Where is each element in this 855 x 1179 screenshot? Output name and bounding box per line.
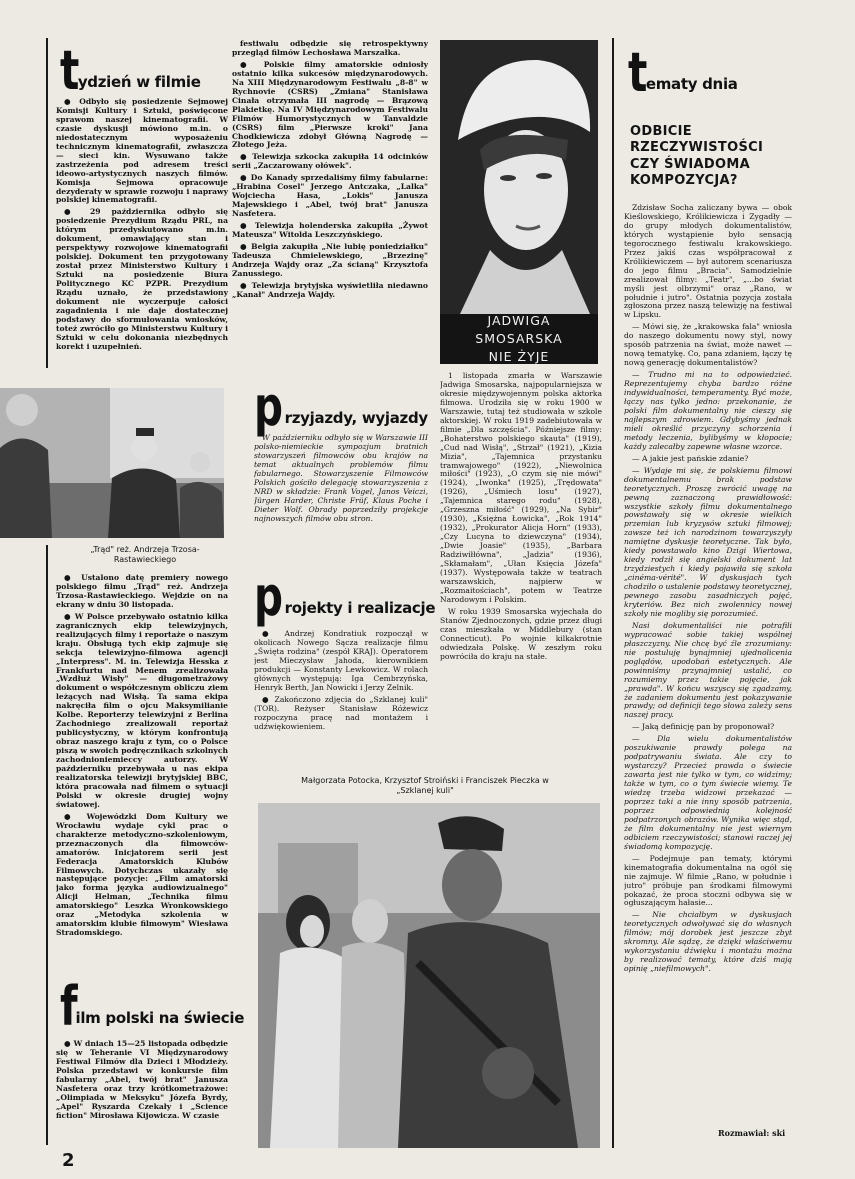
- article-smosarska: 1 listopada zmarła w Warszawie Jadwiga Smosarska, najpopularniejsza w okresie międzywojennym polska aktorka filmowa. Urodziła się w roku 1900 w Warszawie, tutaj też studiowała w szkole aktorskiej. W roku 1919 zadebiutowała w filmie „Dla szczęścia". Późniejsze filmy: „Bohaterstwo polskiego skauta" (1919), „Cud nad Wisłą", „Strzał" (1921), „Kizia Mizia", „Tajemnica przystanku tramwajowego" (1922), „Niewolnica miłości" (1923), „O czym się nie mówi" (1924), „Iwonka" (1925), „Trędowata" (1926), „Uśmiech losu" (1927), „Tajemnica starego rodu" (1928), „Grzeszna miłość" (1929), „Na Sybir" (1930), „Księżna Łowicka", „Rok 1914" (1932), „Prokurator Alicja Horn" (1933), „Czy Lucyna to dziewczyna" (1934), „Dwie Joasie" (1935), „Barbara Radziwiłłówna", „Jadzia" (1936), „Skłamałam", „Ułan Księcia Józefa" (1937). Występowała także w teatrach warszawskich, najpierw w „Rozmaitościach", potem w Teatrze Narodowym i Polskim. W roku 1939 Smosarska wyjechała do Stanów Zjednoczonych, gdzie przez długi czas mieszkała w Middlebury (stan Connecticut). Po wojnie kilkakrotnie odwiedzała Polskę. W zeszłym roku powróciła do kraju na stałe.: [440, 372, 602, 661]
- article-tematy: Zdzisław Socha zaliczany bywa — obok Kieślowskiego, Królikiewicza i Zygadły — do grupy młodych dokumentalistów, których wystąpienie było sensacją tegorocznego festiwalu krakowskiego. Przez jakiś czas współpracował z Królikiewiczem — był autorem scenariusza do jego filmu „Bracia". Samodzielnie zrealizował filmy: „Teatr", „...bo świat myśli jest olbrzymi" oraz „Rano, w południe i jutro". Ostatnia pozycja została zgłoszona przez naszą telewizję na festiwal w Lipsku. — Mówi się, że „krakowska fala" wniosła do naszego dokumentu nowy styl, nowy sposób patrzenia na świat, może nawet — nową tematykę. Co, pana zdaniem, łączy tę nową generację dokumentalistów? — Trudno mi na to odpowiedzieć. Reprezentujemy chyba bardzo różne indywidualności, temperamenty. Być może, łączy nas tylko jedno: przekonanie, że polski film dokumentalny nie cieszy się najlepszym zdrowiem. Gdybyśmy jednak mieli określić przyczyny schorzenia i metody leczenia, bylibyśmy w kłopocie; każdy zalecałby zapewne własne wzorce. — A jakie jest pańskie zdanie? — Wydaje mi się, że polskiemu filmowi dokumentalnemu brak podstaw teoretycznych. Proszę zwrócić uwagę na pewną zaznaczoną prawidłowość: wszystkie szkoły filmu dokumentalnego powstawały się w okresie wielkich przemian lub kryzysów sztuki filmowej; zawsze też ich narodzinom towarzyszyły namiętne dyskusje teoretyczne. Tak było, kiedy powstawało kino Dzigi Wiertowa, kiedy rodził się angielski dokument lat trzydziestych i kiedy pojawiła się szkoła „cinéma-vérité". W dyskusjach tych chodziło o ustalenie podstawy teoretycznej, pewnego zasobu zasadniczych pojęć, kryteriów. Bez nich zwolennicy nowej szkoły nie mogliby się porozumieć. Nasi dokumentaliści nie potrafili wypracować sobie takiej wspólnej płaszczyzny. Nie chcę być źle zrozumiany: nie postuluję bynajmniej ujednolicenia poglądów, upodobań estetycznych. Ale powinniśmy przynajmniej ustalić, co rozumiemy przez takie pojęcie, jak „prawda". W końcu wszyscy się zgadzamy, że zadaniem dokumentu jest pokazywanie prawdy; od definicji tego słowa zależy sens naszej pracy. — Jaką definicję pan by proponował? — Dla wielu dokumentalistów poszukiwanie prawdy polega na podpatrywaniu świata. Ale czy to wystarczy? Przecież prawda o świecie zawarta jest nie tylko w tym, co widzimy; także w tym, co o tym świecie wiemy. Te wiedzę trzeba widzowi przekazać — poprzez taki a nie inny sposób patrzenia, poprzez odpowiednią kolejność podpatrzonych obrazów. Wynika więc stąd, że film dokumentalny nie jest wiernym odbiciem rzeczywistości; stanowi raczej jej świadomą kompozycję. — Podejmuje pan tematy, którymi kinematografia dokumentalna na ogół się nie zajmuje. W filmie „Rano, w południe i jutro" próbuje pan środkami filmowymi pokazać, że proca stoczni odbywa się w ogłuszającym hałasie... — Nie chciałbym w dyskusjach teoretycznych odwoływać się do własnych filmów; mój dorobek jest jeszcze zbyt skromny. Ale sądzę, że dzięki właściwemu wykorzystaniu dźwięku i montażu można by realizować tematy, które dziś mają opinię „niefilmowych".: [624, 204, 792, 974]
- interview-signoff: Rozmawiał: ski: [718, 1128, 786, 1138]
- page-number: 2: [62, 1150, 75, 1171]
- column-rule: [46, 38, 48, 368]
- caption-szklana-kula: Małgorzata Potocka, Krzysztof Stroiński i Franciszek Pieczka w „Szklanej kuli": [301, 776, 549, 795]
- photo-szklana-kula: [258, 803, 600, 1148]
- section-heading-przyjazdy: p rzyjazdy, wyjazdy: [254, 374, 428, 438]
- section-heading-tematy: t ematy dnia: [628, 40, 738, 104]
- column-rule: [612, 38, 614, 1148]
- article-film-polski: ● W dniach 15—25 listopada odbędzie się w Teheranie VI Międzynarodowy Festiwal Filmów dla Dzieci i Młodzieży. Polska przedstawi w konkursie film fabularny „Abel, twój brat" Janusza Nasfetera oraz trzy krótkometrażowe: „Olimpiada w Meksyku" Józefa Byrdy, „Apel" Ryszarda Czekały i „Science fiction" Mirosława Kijowicza. W czasie: [56, 1040, 228, 1120]
- section-heading-film-polski: f ilm polski na świecie: [60, 974, 245, 1038]
- article-tydzien-continued: ● Ustalono datę premiery nowego polskiego filmu „Trąd" reż. Andrzeja Trzosa-Rastawieckiego. Wejdzie on na ekrany w dniu 30 listopada. ● W Polsce przebywało ostatnio kilka zagranicznych ekip telewizyjnych, realizujących filmy i reportaże o naszym kraju. Obsługą tych ekip zajmuje się sekcja telewizyjno-filmowa agencji „Interpress". M. in. Telewizja Hesska z Frankfurtu nad Menem zrealizowała „Wzdłuż Wisły" — długometrażowy dokument o współczesnym obliczu ziem leżących nad Wisłą. Ta sama ekipa nakręciła film o ojcu Maksymilianie Kolbe. Reporterzy telewizyjni z Berlina Zachodniego zrealizowali reportaż publicystyczny, w którym konfrontują obraz naszego kraju z tym, co o Polsce piszą w swoich podręcznikach szkolnych zachodnioniemieccy autorzy. W październiku przebywała u nas ekipa realizatorska telewizji brytyjskiej BBC, która pracowała nad filmem o sytuacji Polski w okresie drugiej wojny światowej. ● Wojewódzki Dom Kultury we Wrocławiu wydaje cykl prac o charakterze metodyczno-szkoleniowym, przeznaczonych dla filmowców-amatorów. Inicjatorem serii jest Federacja Amatorskich Klubów Filmowych. Dotychczas ukazały się następujące pozycje: „Film amatorski jako forma języka audiowizualnego" Alicji Helman, „Technika filmu amatorskiego" Leszka Wronkowskiego oraz „Metodyka szkolenia w amatorskim klubie filmowym" Wiesława Stradomskiego.: [56, 574, 228, 938]
- section-heading-tydzien: t ydzień w filmie: [60, 38, 201, 102]
- article-tydzien: ● Odbyło się posiedzenie Sejmowej Komisji Kultury i Sztuki, poświęcone sprawom naszej kinematografii. W czasie dyskusji mówiono m.in. o niedostatecznym wyposażeniu technicznym kinematografii, zwłaszcza — sieci kin. Wysuwano także zastrzeżenia pod adresem treści ideowo-artystycznych naszych filmów. Komisja Sejmowa opracowuje dezyderaty w sprawie rozwoju i naprawy polskiej kinematografii. ● 29 października odbyło się posiedzenie Prezydium Rządu PRL, na którym przedyskutowano m.in. dokument, omawiający stan i perspektywy rozwojowe kinematografii polskiej. Dokument ten przygotowany został przez Ministerstwo Kultury i Sztuki na posiedzenie Biura Politycznego KC PZPR. Prezydium Rządu uznało, że przedstawiony dokument nie wyczerpuje całości zagadnienia i nie daje dostatecznej podstawy do sformułowania wniosków, toteż zwróciło go Ministerstwu Kultury i Sztuki w celu dokonania niezbędnych korekt i uzupełnień.: [56, 98, 228, 351]
- photo-smosarska: [440, 40, 598, 314]
- photo-trad-illustration: [0, 388, 224, 538]
- article-col2-top: festiwalu odbędzie się retrospektywny przegląd filmów Lechosława Marszałka. ● Polskie filmy amatorskie odniosły ostatnio kilka sukcesów międzynarodowych. Na XIII Międzynarodowym Festiwalu „8-8" w Rychnovie (CSRS) „Zmiana" Stanisława Cinała otrzymała III nagrodę — Brązową Plakietkę. Na IV Międzynarodowym Festiwalu Filmów Humorystycznych w Tanvaldzie (CSRS) film „Pierwsze kroki" Jana Chodkiewicza zdobył Główną Nagrodę — Złotego Jeża. ● Telewizja szkocka zakupiła 14 odcinków serii „Zaczarowany ołówek". ● Do Kanady sprzedaliśmy filmy fabularne: „Hrabina Cosel" Jerzego Antczaka, „Lalka" Wojciecha Hasa, „Lokis" Janusza Majewskiego i „Abel, twój brat" Janusza Nasfetera. ● Telewizja holenderska zakupiła „Żywot Mateusza" Witolda Leszczyńskiego. ● Belgia zakupiła „Nie lubię poniedziałku" Tadeusza Chmielewskiego, „Brzezinę" Andrzeja Wajdy oraz „Za ścianą" Krzysztofa Zanussiego. ● Telewizja brytyjska wyświetliła niedawno „Kanał" Andrzeja Wajdy.: [232, 40, 428, 299]
- article-przyjazdy: W październiku odbyło się w Warszawie III polsko-niemieckie sympozjum bratnich stowarzyszeń filmowców obu krajów na temat aktualnych problemów filmu fabularnego. Stowarzyszenie Filmowców Polskich gościło delegację stowarzyszenia z NRD w składzie: Frank Vogel, Janos Veiczi, Jürgen Harder, Christe Früf, Klaus Poche i Dieter Wolf. Obrady poprzedziły projekcje najnowszych filmów obu stron.: [254, 434, 428, 523]
- photo-smosarska-illustration: [440, 40, 598, 314]
- article-projekty: ● Andrzej Kondratiuk rozpoczął w okolicach Nowego Sącza realizacje filmu „Święta rodzina" (zespół KRAJ). Operatorem jest Mieczysław Jahoda, kierownikiem produkcji — Konstanty Lewkowicz. W rolach głównych występują: Iga Cembrzyńska, Henryk Berth, Jan Nowicki i Jerzy Zelnik. ● Zakończono zdjęcia do „Szklanej kuli" (TOR). Reżyser Stanisław Różewicz rozpoczyna pracę nad montażem i udźwiękowieniem.: [254, 630, 428, 731]
- section-heading-projekty: p rojekty i realizacje: [254, 564, 436, 628]
- photo-trad: [0, 388, 224, 538]
- obituary-box: JADWIGA SMOSARSKA NIE ŻYJE: [440, 314, 598, 364]
- interview-subhead: ODBICIE RZECZYWISTOŚCI CZY ŚWIADOMA KOMPOZYCJA?: [630, 124, 764, 188]
- caption-trad: „Trąd" reż. Andrzeja Trzosa-Rastawieckiego: [90, 545, 200, 564]
- column-rule: [46, 545, 48, 1145]
- photo-szklana-kula-illustration: [258, 803, 600, 1148]
